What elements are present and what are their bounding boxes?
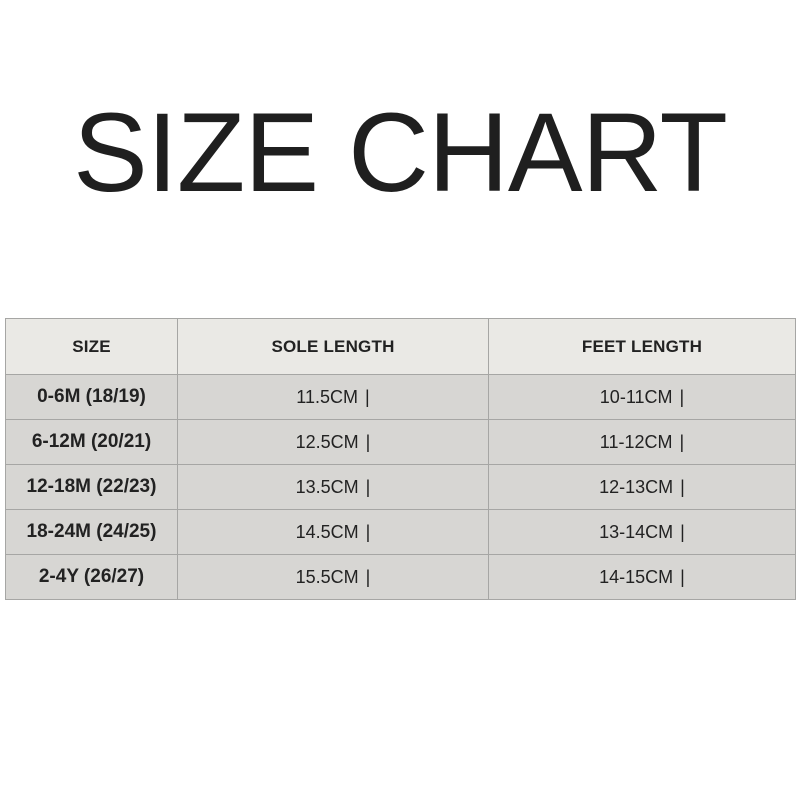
- text-cursor-mark: |: [679, 386, 685, 407]
- measurement-value: 14-15CM: [599, 566, 674, 587]
- size-cell: 18-24M (24/25): [6, 510, 178, 555]
- column-header-sole-length: SOLE LENGTH: [178, 319, 489, 375]
- sole-length-cell: [178, 465, 489, 510]
- text-cursor-mark: |: [680, 521, 685, 542]
- size-chart-table: [5, 318, 796, 600]
- feet-length-cell: [489, 375, 796, 420]
- measurement-value: 10-11CM: [599, 386, 673, 407]
- size-cell: 2-4Y (26/27): [6, 555, 178, 600]
- measurement-value: 13-14CM: [599, 521, 674, 542]
- measurement-value: 15.5CM: [295, 566, 359, 587]
- table-row: [6, 555, 796, 600]
- column-header-size: SIZE: [6, 319, 178, 375]
- measurement-value: 12.5CM: [295, 431, 359, 452]
- text-cursor-mark: |: [365, 566, 371, 587]
- text-cursor-mark: |: [365, 521, 371, 542]
- measurement-value: 14.5CM: [295, 521, 359, 542]
- size-cell: 6-12M (20/21): [6, 420, 178, 465]
- sole-length-cell: [178, 420, 489, 465]
- measurement-value: 11.5CM: [296, 386, 358, 407]
- feet-length-cell: [489, 510, 796, 555]
- page-title: SIZE CHART: [73, 90, 727, 215]
- feet-length-cell: [489, 465, 796, 510]
- table-row: [6, 465, 796, 510]
- measurement-value: 12-13CM: [599, 476, 674, 497]
- text-cursor-mark: |: [679, 431, 685, 452]
- sole-length-cell: [178, 375, 489, 420]
- feet-length-cell: [489, 420, 796, 465]
- table-row: [6, 420, 796, 465]
- measurement-value: 13.5CM: [295, 476, 359, 497]
- sole-length-cell: [178, 555, 489, 600]
- sole-length-cell: [178, 510, 489, 555]
- text-cursor-mark: |: [365, 431, 371, 452]
- size-cell: 0-6M (18/19): [6, 375, 178, 420]
- text-cursor-mark: |: [680, 476, 685, 497]
- measurement-value: 11-12CM: [599, 431, 673, 452]
- table-row: [6, 375, 796, 420]
- feet-length-cell: [489, 555, 796, 600]
- column-header-feet-length: FEET LENGTH: [489, 319, 796, 375]
- table-row: [6, 510, 796, 555]
- text-cursor-mark: |: [365, 476, 371, 497]
- text-cursor-mark: |: [680, 566, 685, 587]
- text-cursor-mark: |: [365, 386, 370, 407]
- size-cell: 12-18M (22/23): [6, 465, 178, 510]
- table-header-row: [6, 319, 796, 375]
